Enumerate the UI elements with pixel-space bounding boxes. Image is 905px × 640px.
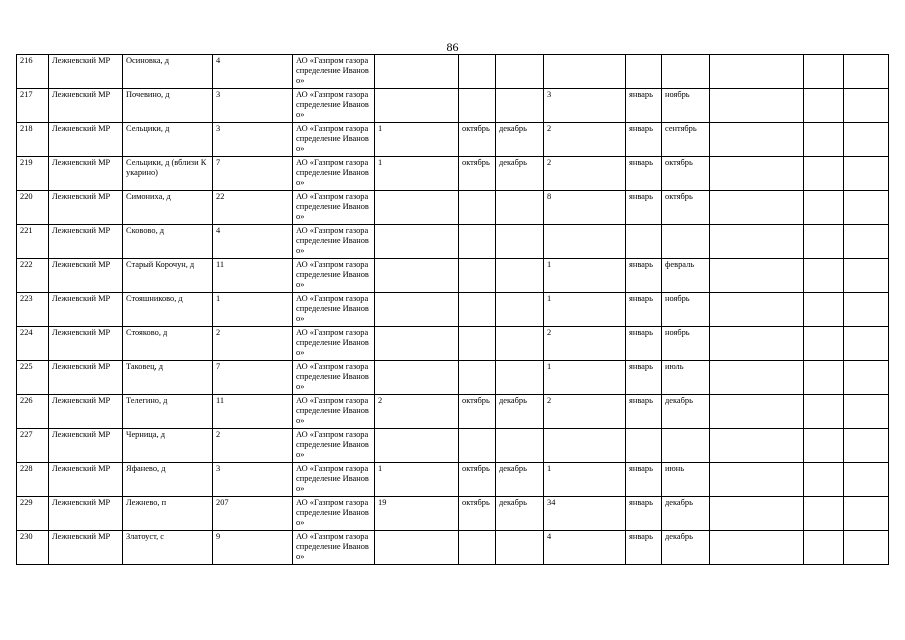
- settlement-cell: Яфанево, д: [123, 463, 213, 497]
- extra-cell-1: [710, 361, 804, 395]
- operator-cell: АО «Газпром газораспределение Иваново»: [293, 497, 375, 531]
- extra-cell-3: [844, 395, 889, 429]
- planned-count-cell: [375, 259, 459, 293]
- district-cell: Лежневский МР: [49, 429, 123, 463]
- end-month-cell: [496, 259, 544, 293]
- settlement-cell: Телегино, д: [123, 395, 213, 429]
- planned-count-cell: [375, 531, 459, 565]
- table-row: [17, 361, 889, 395]
- to-month-cell: декабрь: [662, 497, 710, 531]
- row-number-cell: 225: [17, 361, 49, 395]
- planned-count-cell: 19: [375, 497, 459, 531]
- connections-cell: 2: [544, 157, 626, 191]
- operator-cell: АО «Газпром газораспределение Иваново»: [293, 259, 375, 293]
- district-cell: Лежневский МР: [49, 395, 123, 429]
- extra-cell-2: [804, 123, 844, 157]
- from-month-cell: январь: [626, 463, 662, 497]
- to-month-cell: ноябрь: [662, 327, 710, 361]
- from-month-cell: январь: [626, 89, 662, 123]
- connections-cell: 4: [544, 531, 626, 565]
- extra-cell-3: [844, 89, 889, 123]
- district-cell: Лежневский МР: [49, 293, 123, 327]
- operator-cell: АО «Газпром газораспределение Иваново»: [293, 225, 375, 259]
- to-month-cell: [662, 225, 710, 259]
- settlement-cell: Стояшниково, д: [123, 293, 213, 327]
- to-month-cell: [662, 55, 710, 89]
- extra-cell-3: [844, 225, 889, 259]
- district-cell: Лежневский МР: [49, 55, 123, 89]
- district-cell: Лежневский МР: [49, 497, 123, 531]
- extra-cell-2: [804, 497, 844, 531]
- planned-count-cell: 1: [375, 157, 459, 191]
- extra-cell-1: [710, 55, 804, 89]
- district-cell: Лежневский МР: [49, 463, 123, 497]
- extra-cell-3: [844, 361, 889, 395]
- extra-cell-2: [804, 89, 844, 123]
- extra-cell-2: [804, 157, 844, 191]
- planned-count-cell: 1: [375, 123, 459, 157]
- operator-cell: АО «Газпром газораспределение Иваново»: [293, 55, 375, 89]
- count-cell: 4: [213, 55, 293, 89]
- count-cell: 1: [213, 293, 293, 327]
- operator-cell: АО «Газпром газораспределение Иваново»: [293, 463, 375, 497]
- settlement-cell: Лежнево, п: [123, 497, 213, 531]
- from-month-cell: январь: [626, 191, 662, 225]
- to-month-cell: ноябрь: [662, 293, 710, 327]
- count-cell: 4: [213, 225, 293, 259]
- connections-cell: 2: [544, 395, 626, 429]
- from-month-cell: [626, 429, 662, 463]
- district-cell: Лежневский МР: [49, 191, 123, 225]
- district-cell: Лежневский МР: [49, 327, 123, 361]
- extra-cell-2: [804, 395, 844, 429]
- start-month-cell: [459, 55, 496, 89]
- row-number-cell: 219: [17, 157, 49, 191]
- connections-cell: 1: [544, 463, 626, 497]
- extra-cell-2: [804, 293, 844, 327]
- settlement-cell: Златоуст, с: [123, 531, 213, 565]
- district-cell: Лежневский МР: [49, 123, 123, 157]
- to-month-cell: сентябрь: [662, 123, 710, 157]
- end-month-cell: декабрь: [496, 463, 544, 497]
- extra-cell-2: [804, 191, 844, 225]
- connections-cell: [544, 225, 626, 259]
- row-number-cell: 226: [17, 395, 49, 429]
- table-row: [17, 55, 889, 89]
- table-row: [17, 89, 889, 123]
- end-month-cell: [496, 191, 544, 225]
- row-number-cell: 228: [17, 463, 49, 497]
- extra-cell-3: [844, 497, 889, 531]
- to-month-cell: февраль: [662, 259, 710, 293]
- extra-cell-1: [710, 123, 804, 157]
- count-cell: 11: [213, 395, 293, 429]
- to-month-cell: октябрь: [662, 157, 710, 191]
- district-cell: Лежневский МР: [49, 225, 123, 259]
- extra-cell-3: [844, 531, 889, 565]
- extra-cell-2: [804, 327, 844, 361]
- extra-cell-3: [844, 123, 889, 157]
- planned-count-cell: [375, 191, 459, 225]
- district-cell: Лежневский МР: [49, 531, 123, 565]
- planned-count-cell: [375, 225, 459, 259]
- count-cell: 207: [213, 497, 293, 531]
- start-month-cell: [459, 429, 496, 463]
- settlement-cell: Черница, д: [123, 429, 213, 463]
- settlement-cell: Сельцики, д (вблизи Кукарино): [123, 157, 213, 191]
- operator-cell: АО «Газпром газораспределение Иваново»: [293, 123, 375, 157]
- start-month-cell: [459, 327, 496, 361]
- connections-cell: 1: [544, 361, 626, 395]
- district-cell: Лежневский МР: [49, 259, 123, 293]
- from-month-cell: январь: [626, 293, 662, 327]
- end-month-cell: декабрь: [496, 497, 544, 531]
- settlement-cell: Старый Корочун, д: [123, 259, 213, 293]
- extra-cell-2: [804, 463, 844, 497]
- page-number: 86: [446, 40, 459, 54]
- extra-cell-2: [804, 225, 844, 259]
- row-number-cell: 220: [17, 191, 49, 225]
- start-month-cell: [459, 89, 496, 123]
- start-month-cell: [459, 361, 496, 395]
- from-month-cell: январь: [626, 327, 662, 361]
- from-month-cell: январь: [626, 395, 662, 429]
- extra-cell-3: [844, 327, 889, 361]
- connections-cell: 3: [544, 89, 626, 123]
- operator-cell: АО «Газпром газораспределение Иваново»: [293, 327, 375, 361]
- start-month-cell: [459, 191, 496, 225]
- row-number-cell: 230: [17, 531, 49, 565]
- connections-cell: [544, 55, 626, 89]
- row-number-cell: 224: [17, 327, 49, 361]
- row-number-cell: 217: [17, 89, 49, 123]
- district-cell: Лежневский МР: [49, 157, 123, 191]
- from-month-cell: [626, 55, 662, 89]
- row-number-cell: 229: [17, 497, 49, 531]
- extra-cell-3: [844, 259, 889, 293]
- count-cell: 22: [213, 191, 293, 225]
- end-month-cell: декабрь: [496, 157, 544, 191]
- operator-cell: АО «Газпром газораспределение Иваново»: [293, 191, 375, 225]
- table-row: [17, 395, 889, 429]
- extra-cell-1: [710, 327, 804, 361]
- start-month-cell: [459, 531, 496, 565]
- to-month-cell: ноябрь: [662, 89, 710, 123]
- from-month-cell: январь: [626, 157, 662, 191]
- connections-cell: 8: [544, 191, 626, 225]
- end-month-cell: [496, 327, 544, 361]
- row-number-cell: 216: [17, 55, 49, 89]
- planned-count-cell: [375, 55, 459, 89]
- operator-cell: АО «Газпром газораспределение Иваново»: [293, 157, 375, 191]
- extra-cell-3: [844, 293, 889, 327]
- planned-count-cell: [375, 89, 459, 123]
- planned-count-cell: [375, 361, 459, 395]
- from-month-cell: январь: [626, 123, 662, 157]
- start-month-cell: [459, 293, 496, 327]
- count-cell: 3: [213, 123, 293, 157]
- table-row: [17, 429, 889, 463]
- to-month-cell: [662, 429, 710, 463]
- table-row: [17, 157, 889, 191]
- row-number-cell: 222: [17, 259, 49, 293]
- planned-count-cell: [375, 293, 459, 327]
- table-row: [17, 123, 889, 157]
- from-month-cell: январь: [626, 361, 662, 395]
- table-row: [17, 497, 889, 531]
- operator-cell: АО «Газпром газораспределение Иваново»: [293, 89, 375, 123]
- connections-cell: 34: [544, 497, 626, 531]
- planned-count-cell: [375, 429, 459, 463]
- district-cell: Лежневский МР: [49, 361, 123, 395]
- extra-cell-1: [710, 395, 804, 429]
- connections-cell: 2: [544, 123, 626, 157]
- extra-cell-1: [710, 293, 804, 327]
- to-month-cell: декабрь: [662, 531, 710, 565]
- extra-cell-2: [804, 361, 844, 395]
- operator-cell: АО «Газпром газораспределение Иваново»: [293, 395, 375, 429]
- settlement-cell: Почевино, д: [123, 89, 213, 123]
- extra-cell-3: [844, 55, 889, 89]
- extra-cell-1: [710, 259, 804, 293]
- row-number-cell: 221: [17, 225, 49, 259]
- start-month-cell: октябрь: [459, 157, 496, 191]
- operator-cell: АО «Газпром газораспределение Иваново»: [293, 293, 375, 327]
- settlement-cell: Сковово, д: [123, 225, 213, 259]
- extra-cell-1: [710, 191, 804, 225]
- end-month-cell: [496, 429, 544, 463]
- extra-cell-1: [710, 429, 804, 463]
- table-row: [17, 293, 889, 327]
- extra-cell-2: [804, 531, 844, 565]
- end-month-cell: декабрь: [496, 123, 544, 157]
- connections-cell: [544, 429, 626, 463]
- end-month-cell: [496, 89, 544, 123]
- extra-cell-2: [804, 55, 844, 89]
- start-month-cell: [459, 259, 496, 293]
- settlement-cell: Симониха, д: [123, 191, 213, 225]
- settlement-cell: Таковец, д: [123, 361, 213, 395]
- to-month-cell: октябрь: [662, 191, 710, 225]
- row-number-cell: 223: [17, 293, 49, 327]
- end-month-cell: декабрь: [496, 395, 544, 429]
- start-month-cell: октябрь: [459, 463, 496, 497]
- extra-cell-2: [804, 429, 844, 463]
- end-month-cell: [496, 225, 544, 259]
- connections-cell: 2: [544, 327, 626, 361]
- count-cell: 3: [213, 89, 293, 123]
- start-month-cell: [459, 225, 496, 259]
- extra-cell-2: [804, 259, 844, 293]
- settlement-cell: Стояково, д: [123, 327, 213, 361]
- end-month-cell: [496, 531, 544, 565]
- end-month-cell: [496, 55, 544, 89]
- extra-cell-3: [844, 429, 889, 463]
- from-month-cell: январь: [626, 497, 662, 531]
- gasification-table: [16, 54, 889, 565]
- extra-cell-3: [844, 157, 889, 191]
- row-number-cell: 218: [17, 123, 49, 157]
- extra-cell-1: [710, 531, 804, 565]
- planned-count-cell: [375, 327, 459, 361]
- row-number-cell: 227: [17, 429, 49, 463]
- table-row: [17, 463, 889, 497]
- operator-cell: АО «Газпром газораспределение Иваново»: [293, 429, 375, 463]
- from-month-cell: январь: [626, 531, 662, 565]
- extra-cell-1: [710, 463, 804, 497]
- count-cell: 9: [213, 531, 293, 565]
- start-month-cell: октябрь: [459, 395, 496, 429]
- settlement-cell: Сельцики, д: [123, 123, 213, 157]
- extra-cell-3: [844, 463, 889, 497]
- extra-cell-1: [710, 225, 804, 259]
- planned-count-cell: 2: [375, 395, 459, 429]
- table-row: [17, 225, 889, 259]
- table-row: [17, 531, 889, 565]
- end-month-cell: [496, 293, 544, 327]
- from-month-cell: январь: [626, 259, 662, 293]
- extra-cell-1: [710, 89, 804, 123]
- extra-cell-1: [710, 157, 804, 191]
- to-month-cell: декабрь: [662, 395, 710, 429]
- count-cell: 7: [213, 361, 293, 395]
- connections-cell: 1: [544, 259, 626, 293]
- operator-cell: АО «Газпром газораспределение Иваново»: [293, 531, 375, 565]
- count-cell: 3: [213, 463, 293, 497]
- district-cell: Лежневский МР: [49, 89, 123, 123]
- table-row: [17, 259, 889, 293]
- count-cell: 2: [213, 429, 293, 463]
- end-month-cell: [496, 361, 544, 395]
- extra-cell-1: [710, 497, 804, 531]
- from-month-cell: [626, 225, 662, 259]
- start-month-cell: октябрь: [459, 123, 496, 157]
- connections-cell: 1: [544, 293, 626, 327]
- to-month-cell: июль: [662, 361, 710, 395]
- count-cell: 11: [213, 259, 293, 293]
- table-row: [17, 327, 889, 361]
- table-row: [17, 191, 889, 225]
- table-body: [17, 55, 889, 565]
- to-month-cell: июнь: [662, 463, 710, 497]
- count-cell: 2: [213, 327, 293, 361]
- extra-cell-3: [844, 191, 889, 225]
- operator-cell: АО «Газпром газораспределение Иваново»: [293, 361, 375, 395]
- planned-count-cell: 1: [375, 463, 459, 497]
- settlement-cell: Осиновка, д: [123, 55, 213, 89]
- start-month-cell: октябрь: [459, 497, 496, 531]
- count-cell: 7: [213, 157, 293, 191]
